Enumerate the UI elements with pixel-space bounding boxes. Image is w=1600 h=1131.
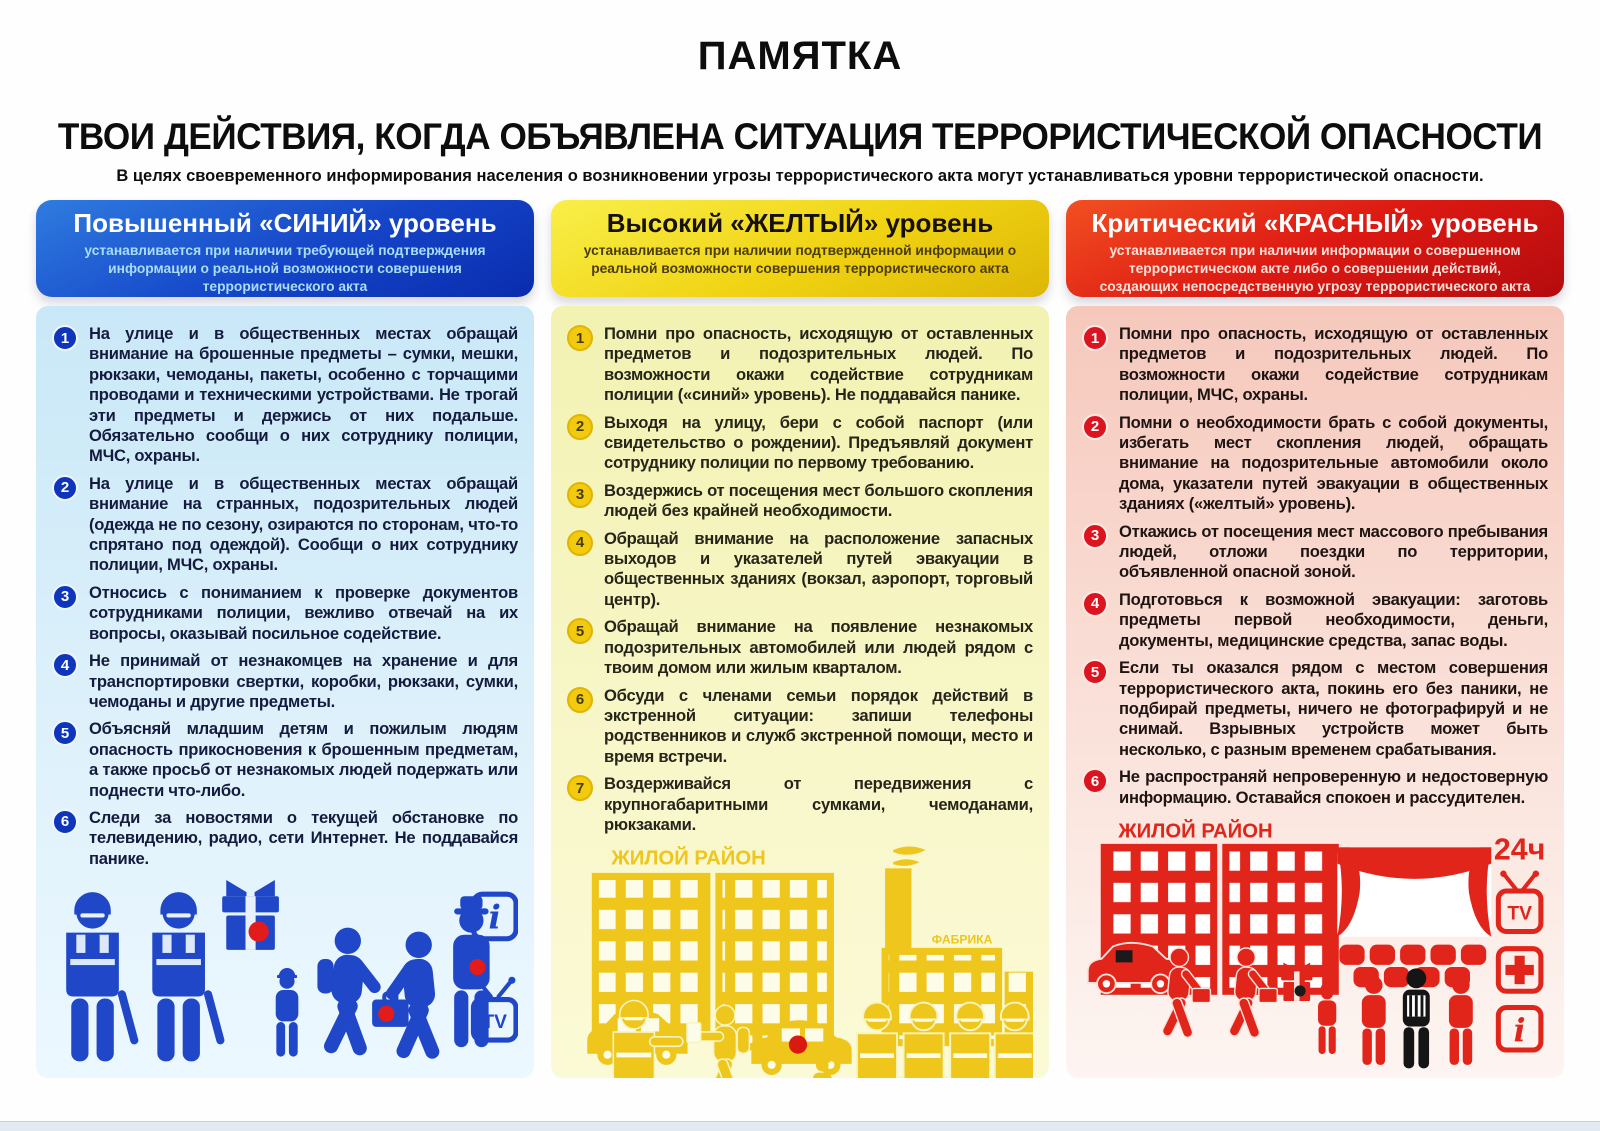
red-level-list (1082, 324, 1548, 815)
item-text: Помни о необходимости брать с собой документы, избегать мест скопления людей, обращать внимание на подозрительные автомобили около дома, указатели путей эвакуации в общественных зданиях («желтый» уровень). (1119, 412, 1548, 514)
residential-building-icon (595, 877, 706, 1031)
pedestrian-with-suitcase-icon (372, 932, 441, 1061)
district-label: ЖИЛОЙ РАЙОН (1118, 820, 1273, 843)
item-number-badge: 2 (1082, 414, 1108, 440)
yellow-pictogram-row (567, 842, 1033, 1078)
item-text: Воздерживайся от передвижения с крупногабаритными сумками, чемоданами, рюкзаками. (604, 774, 1033, 834)
pedestrian-with-backpack-icon (317, 928, 383, 1058)
factory-label: ФАБРИКА (931, 932, 993, 947)
item-text: На улице и в общественных местах обращай внимание на брошенные предметы – сумки, мешки, рюкзаки, чемоданы, пакеты, особенно с торчащими проводами и техническими устройствами. Не трогай эти предметы и держись от них подальше. Обязательно сообщи о них сотруднику полиции, МЧС, охраны. (89, 324, 518, 466)
yellow-pictogram (567, 842, 1033, 1078)
item-text: Объясняй младшим детям и пожилым людям опасность прикосновения к брошенным предметам, а также просьб от незнакомых людей подержать или поднести что-либо. (89, 719, 518, 800)
residential-building-icon (719, 877, 830, 1047)
list-item (1082, 522, 1548, 583)
item-number-badge: 6 (52, 809, 78, 835)
item-text: Откажись от посещения мест массового пребывания людей, отложи поездки по территории, объявленной опасной зоной. (1119, 521, 1548, 582)
yellow-level-body (551, 306, 1049, 1078)
red-level-subtitle: устанавливается при наличии информации о совершенном террористическом акте либо о совершении действий, создающих непосредственную угрозу террористического акта (1099, 242, 1531, 294)
blue-level-subtitle: устанавливается при наличии требующей подтверждения информации о реальной возможности совершения террористического акта (84, 242, 486, 294)
blue-pictogram (52, 880, 518, 1078)
list-item (1082, 590, 1548, 651)
tv-icon (1498, 870, 1541, 931)
red-level-title: Критический «КРАСНЫЙ» уровень (1091, 208, 1539, 238)
item-number-badge: 6 (567, 687, 593, 713)
bottom-edge-strip (0, 1121, 1600, 1131)
list-item (52, 808, 518, 869)
item-text: Помни про опасность, исходящую от оставленных предметов и подозрительных людей. По возможности окажи содействие сотрудникам полиции («синий» уровень). Не поддавайся панике. (604, 324, 1033, 405)
item-number-badge: 1 (567, 325, 593, 351)
list-item (52, 719, 518, 801)
item-text: Относись с пониманием к проверке документов сотрудниками полиции, вежливо отвечай на их вопросы, оказывай посильное содействие. (89, 582, 518, 643)
blue-pictogram-row (52, 880, 518, 1078)
item-text: Обращай внимание на появление незнакомых подозрительных автомобилей или людей рядом с твоим домом или жилым кварталом. (604, 617, 1033, 678)
column-yellow-level (551, 200, 1049, 1078)
blue-level-body (36, 306, 534, 1078)
item-number-badge: 4 (567, 530, 593, 556)
item-text: Помни про опасность, исходящую от оставленных предметов и подозрительных людей. По возможности окажи содействие сотрудникам полиции, МЧС, охраны. (1119, 324, 1548, 405)
item-number-badge: 3 (52, 584, 78, 610)
svg-text:TV: TV (482, 1012, 507, 1034)
list-item (567, 413, 1033, 474)
item-number-badge: 5 (1082, 659, 1108, 685)
item-number-badge: 1 (1082, 325, 1108, 351)
item-number-badge: 3 (1082, 523, 1108, 549)
list-item (567, 481, 1033, 522)
list-item (52, 651, 518, 712)
list-item (1082, 767, 1548, 808)
item-number-badge: 5 (567, 618, 593, 644)
list-item (567, 686, 1033, 768)
medical-cross-icon (1498, 949, 1541, 992)
list-item (1082, 658, 1548, 760)
red-pictogram (1082, 815, 1548, 1078)
item-text: Воздержись от посещения мест большого скопления людей без крайней необходимости. (604, 480, 1033, 521)
police-officer-icon (66, 893, 139, 1062)
list-item (567, 529, 1033, 611)
item-number-badge: 2 (567, 414, 593, 440)
blue-level-header (36, 200, 534, 297)
list-item (52, 474, 518, 576)
list-item (567, 774, 1033, 835)
child-icon (276, 968, 299, 1057)
red-level-body (1066, 306, 1564, 1078)
page-title: ТВОИ ДЕЙСТВИЯ, КОГДА ОБЪЯВЛЕНА СИТУАЦИЯ ТЕРРОРИСТИЧЕСКОЙ ОПАСНОСТИ (57, 116, 1543, 157)
red-pictogram-row (1082, 815, 1548, 1078)
hours-label: 24ч (1493, 832, 1546, 867)
svg-text:i: i (488, 899, 501, 938)
info-icon (1498, 1007, 1541, 1050)
svg-text:TV: TV (1507, 903, 1532, 925)
list-item (52, 583, 518, 644)
item-number-badge: 5 (52, 720, 78, 746)
yellow-level-header (551, 200, 1049, 297)
column-red-level (1066, 200, 1564, 1078)
blue-level-title: Повышенный «СИНИЙ» уровень (73, 208, 497, 238)
yellow-level-subtitle: устанавливается при наличии подтвержденной информации о реальной возможности совершения террористического акта (583, 242, 1017, 276)
list-item (1082, 413, 1548, 515)
list-item (567, 617, 1033, 678)
item-text: Обращай внимание на расположение запасных выходов и указателей путей эвакуации в общественных зданиях (вокзал, аэропорт, торговый центр). (604, 528, 1033, 609)
yellow-level-list (567, 324, 1033, 842)
item-number-badge: 4 (52, 652, 78, 678)
list-item (52, 324, 518, 467)
column-blue-level (36, 200, 534, 1078)
blue-level-list (52, 324, 518, 876)
theater-stage-icon (1337, 847, 1491, 987)
yellow-level-title: Высокий «ЖЕЛТЫЙ» уровень (606, 208, 994, 238)
red-level-header (1066, 200, 1564, 297)
district-label: ЖИЛОЙ РАЙОН (611, 847, 766, 870)
item-number-badge: 6 (1082, 768, 1108, 794)
gift-with-bomb-icon (222, 880, 279, 950)
poster-kicker: ПАМЯТКА (697, 34, 903, 78)
list-item (567, 324, 1033, 406)
item-number-badge: 7 (567, 775, 593, 801)
item-text: Если ты оказался рядом с местом совершения террористического акта, покинь его без паники, не подбирай предметы, ничего не фотографируй и не снимай. Взрывных устройств может быть несколько, с разным временем срабатывания. (1119, 658, 1548, 759)
police-officer-icon (152, 893, 225, 1062)
item-text: Подготовься к возможной эвакуации: заготовь предметы первой необходимости, деньги, документы, медицинские средства, запас воды. (1119, 589, 1548, 650)
item-number-badge: 2 (52, 475, 78, 501)
item-number-badge: 4 (1082, 591, 1108, 617)
item-text: Обсуди с членами семьи порядок действий в экстренной ситуации: запиши телефоны родственников и служб экстренной помощи, место и время встречи. (604, 685, 1033, 766)
item-number-badge: 1 (52, 325, 78, 351)
item-text: Следи за новостями о текущей обстановке по телевидению, радио, сети Интернет. Не поддавайся панике. (89, 807, 518, 868)
item-text: Не распространяй непроверенную и недостоверную информацию. Оставайся спокоен и рассудителен. (1119, 767, 1548, 807)
svg-text:i: i (1513, 1012, 1526, 1049)
item-number-badge: 3 (567, 482, 593, 508)
threat-level-columns (36, 200, 1564, 1078)
item-text: Не принимай от незнакомцев на хранение и для транспортировки свертки, коробки, рюкзаки, сумки, чемоданы и другие предметы. (89, 651, 518, 711)
item-text: Выходя на улицу, бери с собой паспорт (или свидетельство о рождении). Предъявляй документ сотруднику полиции по первому требованию. (604, 412, 1033, 473)
list-item (1082, 324, 1548, 406)
page-subtitle: В целях своевременного информирования населения о возникновении угрозы террористического акта могут устанавливаться уровни террористической опасности. (116, 167, 1484, 185)
item-text: На улице и в общественных местах обращай внимание на странных, подозрительных людей (одежда не по сезону, озираются по сторонам, что-то спрятано под одеждой). Сообщи о них сотруднику полиции, МЧС, охраны. (89, 473, 518, 575)
crowd-with-detainee-icon (1362, 968, 1473, 1068)
